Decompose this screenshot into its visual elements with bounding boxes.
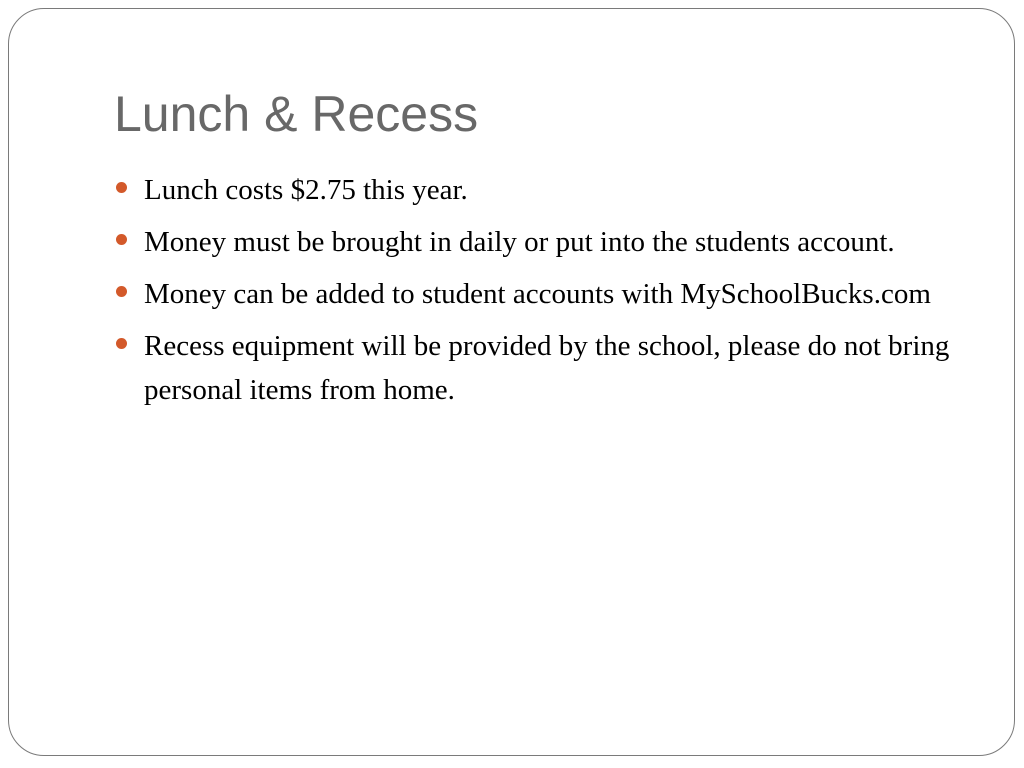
bullet-dot-icon — [116, 182, 127, 193]
bullet-text: Money can be added to student accounts with MySchoolBucks.com — [144, 278, 931, 310]
bullet-item-money-daily — [114, 220, 954, 264]
bullet-list — [114, 168, 954, 420]
bullet-dot-icon — [116, 338, 127, 349]
bullet-dot-icon — [116, 286, 127, 297]
bullet-item-lunch-cost — [114, 168, 954, 212]
bullet-item-recess-equipment — [114, 324, 954, 412]
bullet-text: Money must be brought in daily or put into the students account. — [144, 226, 895, 258]
slide-title: Lunch & Recess — [114, 86, 479, 142]
bullet-text: Recess equipment will be provided by the school, please do not bring personal items from home. — [144, 330, 950, 406]
bullet-dot-icon — [116, 234, 127, 245]
bullet-text: Lunch costs $2.75 this year. — [144, 174, 468, 206]
bullet-item-myschoolbucks — [114, 272, 954, 316]
